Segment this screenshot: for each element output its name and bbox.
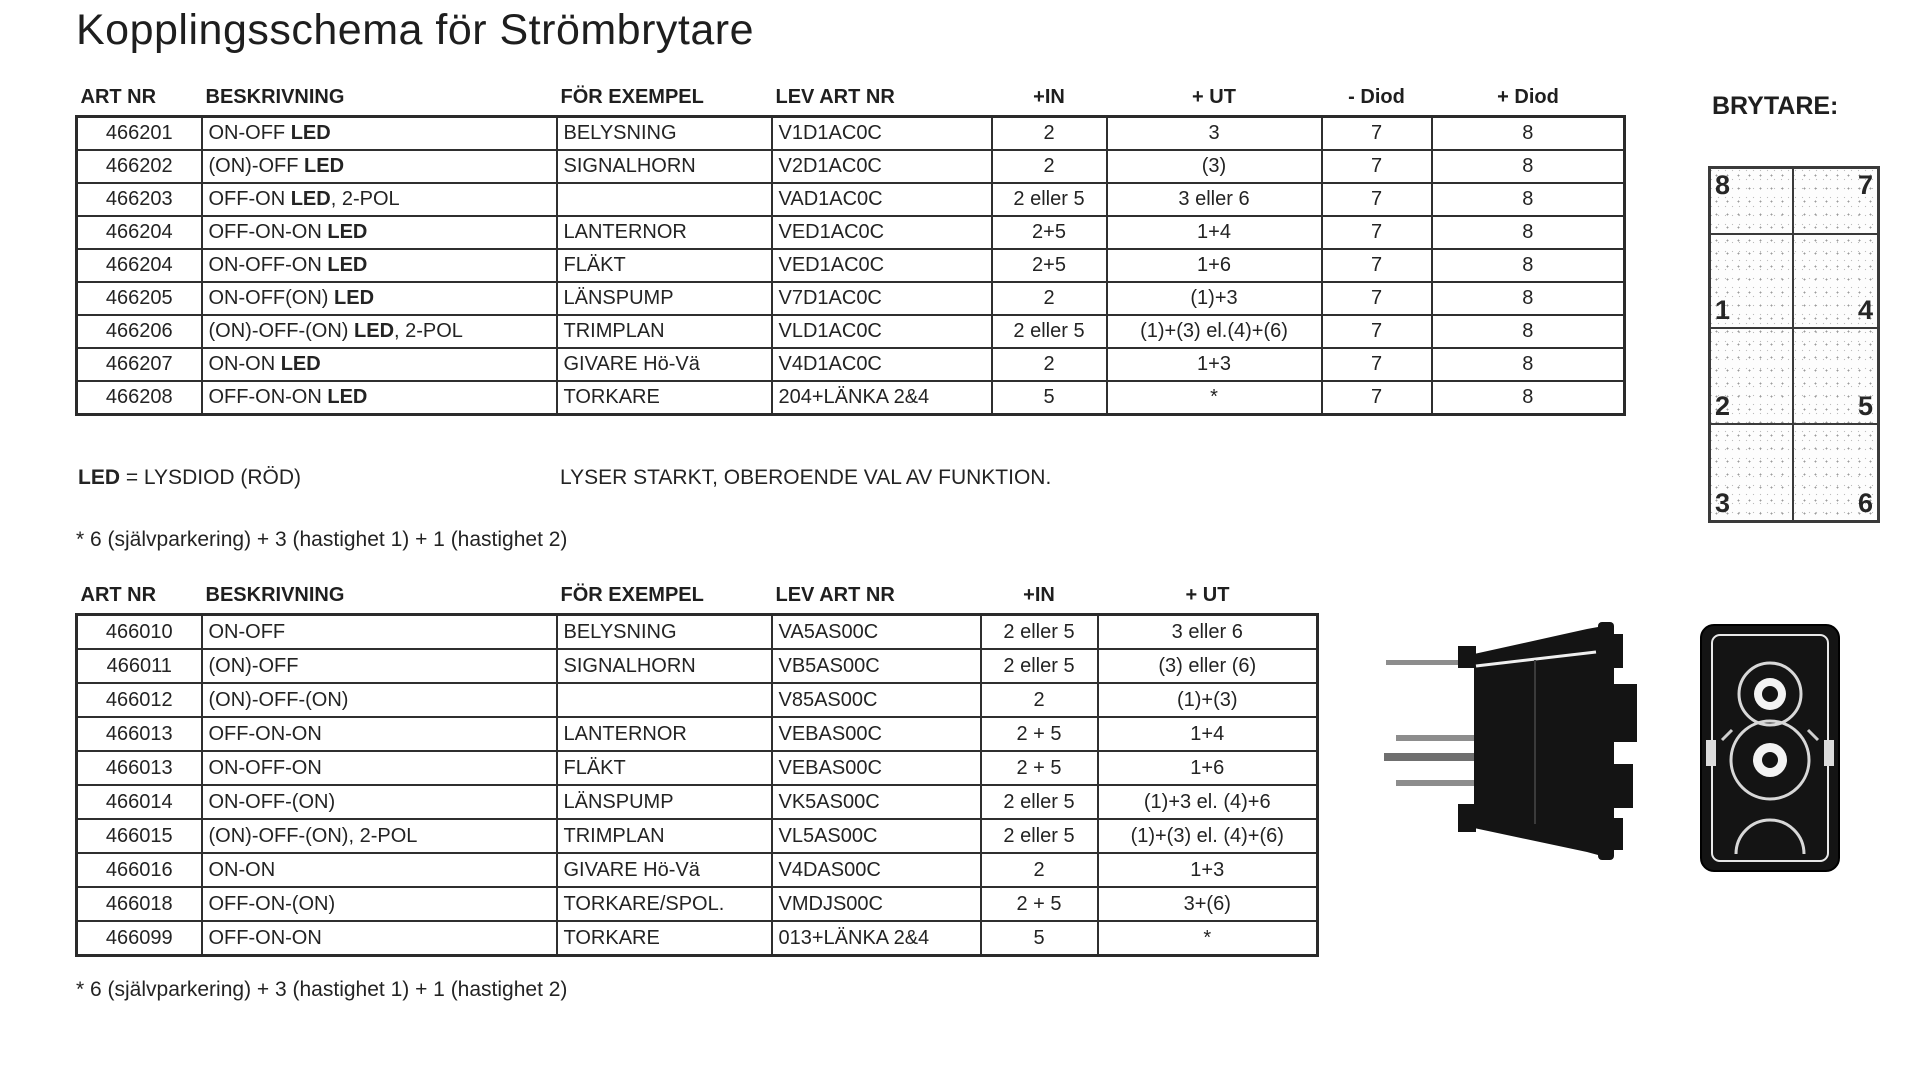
- terminal-number: 2: [1715, 391, 1731, 421]
- switch-side-view-image: [1382, 622, 1682, 862]
- column-header-beskrivning: BESKRIVNING: [205, 86, 345, 108]
- cell-lev-art-nr: VMDJS00C: [772, 887, 981, 921]
- cell-lev-art-nr: VB5AS00C: [772, 649, 981, 683]
- cell-diod-minus: 7: [1322, 348, 1432, 381]
- cell-ut: (3): [1107, 150, 1322, 183]
- cell-art-nr: 466013: [77, 751, 202, 785]
- table-row: [77, 819, 1318, 853]
- cell-diod-plus: 8: [1432, 348, 1625, 381]
- cell-lev-art-nr: VEBAS00C: [772, 717, 981, 751]
- cell-ut: 3 eller 6: [1098, 615, 1318, 650]
- cell-diod-plus: 8: [1432, 183, 1625, 216]
- cell-ut: (3) eller (6): [1098, 649, 1318, 683]
- cell-in: 2 eller 5: [981, 649, 1098, 683]
- cell-beskrivning: OFF-ON-ON LED: [202, 216, 557, 249]
- terminal-number: 7: [1857, 170, 1873, 200]
- column-header-art-nr: ART NR: [80, 584, 157, 606]
- cell-art-nr: 466015: [77, 819, 202, 853]
- cell-beskrivning: ON-OFF: [202, 615, 557, 650]
- cell-in: 2 + 5: [981, 751, 1098, 785]
- led-note: [78, 466, 1478, 490]
- cell-art-nr: 466208: [77, 381, 202, 415]
- cell-for-exempel: GIVARE Hö-Vä: [557, 348, 772, 381]
- cell-in: 2: [992, 117, 1107, 151]
- table-row: [77, 315, 1625, 348]
- column-header-art-nr: ART NR: [80, 86, 157, 108]
- switch-terminal-diagram: [1708, 166, 1880, 523]
- cell-diod-minus: 7: [1322, 315, 1432, 348]
- cell-in: 2 eller 5: [981, 615, 1098, 650]
- cell-in: 2: [992, 150, 1107, 183]
- column-header-lev-art-nr: LEV ART NR: [775, 86, 895, 108]
- cell-lev-art-nr: 204+LÄNKA 2&4: [772, 381, 992, 415]
- cell-diod-minus: 7: [1322, 150, 1432, 183]
- cell-beskrivning: OFF-ON-(ON): [202, 887, 557, 921]
- cell-lev-art-nr: 013+LÄNKA 2&4: [772, 921, 981, 956]
- cell-lev-art-nr: VK5AS00C: [772, 785, 981, 819]
- cell-for-exempel: TRIMPLAN: [557, 819, 772, 853]
- cell-ut: (1)+(3): [1098, 683, 1318, 717]
- cell-in: 2 eller 5: [981, 819, 1098, 853]
- cell-art-nr: 466202: [77, 150, 202, 183]
- terminal-number: 1: [1715, 295, 1731, 325]
- cell-ut: 1+3: [1098, 853, 1318, 887]
- cell-for-exempel: [557, 183, 772, 216]
- cell-beskrivning: (ON)-OFF LED: [202, 150, 557, 183]
- cell-in: 2 eller 5: [981, 785, 1098, 819]
- cell-lev-art-nr: V2D1AC0C: [772, 150, 992, 183]
- cell-beskrivning: ON-ON LED: [202, 348, 557, 381]
- terminal-cell: [1711, 169, 1794, 235]
- cell-ut: 1+3: [1107, 348, 1322, 381]
- cell-diod-minus: 7: [1322, 249, 1432, 282]
- table-row: [77, 785, 1318, 819]
- column-header-in: +IN: [1023, 584, 1055, 606]
- cell-for-exempel: [557, 683, 772, 717]
- cell-ut: (1)+(3) el. (4)+(6): [1098, 819, 1318, 853]
- cell-lev-art-nr: VAD1AC0C: [772, 183, 992, 216]
- cell-ut: 1+4: [1098, 717, 1318, 751]
- column-header-in: +IN: [1033, 86, 1065, 108]
- cell-beskrivning: (ON)-OFF-(ON) LED, 2-POL: [202, 315, 557, 348]
- wiper-footnote-2: * 6 (självparkering) + 3 (hastighet 1) + 1 (hastighet 2): [76, 978, 568, 1001]
- cell-ut: 3: [1107, 117, 1322, 151]
- cell-ut: 1+6: [1098, 751, 1318, 785]
- terminal-number: 4: [1857, 295, 1873, 325]
- cell-art-nr: 466010: [77, 615, 202, 650]
- terminal-cell: [1794, 329, 1877, 425]
- cell-lev-art-nr: V4DAS00C: [772, 853, 981, 887]
- column-header-beskrivning: BESKRIVNING: [205, 584, 345, 606]
- cell-diod-plus: 8: [1432, 282, 1625, 315]
- cell-diod-plus: 8: [1432, 117, 1625, 151]
- table-row: [77, 117, 1625, 151]
- table-row: [77, 717, 1318, 751]
- cell-lev-art-nr: VEBAS00C: [772, 751, 981, 785]
- cell-art-nr: 466204: [77, 249, 202, 282]
- cell-in: 5: [981, 921, 1098, 956]
- cell-beskrivning: (ON)-OFF: [202, 649, 557, 683]
- cell-diod-plus: 8: [1432, 381, 1625, 415]
- table-header-row: [77, 86, 1625, 117]
- cell-lev-art-nr: VL5AS00C: [772, 819, 981, 853]
- cell-beskrivning: OFF-ON LED, 2-POL: [202, 183, 557, 216]
- column-header-ut: + UT: [1185, 584, 1230, 606]
- column-header-diod-plus: + Diod: [1497, 86, 1559, 108]
- table-row: [77, 683, 1318, 717]
- table-row: [77, 921, 1318, 956]
- cell-for-exempel: LÄNSPUMP: [557, 785, 772, 819]
- column-header-lev-art-nr: LEV ART NR: [775, 584, 895, 606]
- cell-lev-art-nr: V7D1AC0C: [772, 282, 992, 315]
- cell-in: 2 + 5: [981, 887, 1098, 921]
- brytare-label: BRYTARE:: [1712, 92, 1839, 120]
- cell-beskrivning: OFF-ON-ON LED: [202, 381, 557, 415]
- cell-for-exempel: GIVARE Hö-Vä: [557, 853, 772, 887]
- cell-in: 2: [992, 348, 1107, 381]
- cell-lev-art-nr: VED1AC0C: [772, 216, 992, 249]
- cell-ut: (1)+3: [1107, 282, 1322, 315]
- table-header-row: [77, 584, 1318, 615]
- table-row: [77, 381, 1625, 415]
- wiring-table-led: [75, 86, 1626, 416]
- cell-for-exempel: SIGNALHORN: [557, 150, 772, 183]
- cell-art-nr: 466012: [77, 683, 202, 717]
- cell-beskrivning: ON-OFF LED: [202, 117, 557, 151]
- cell-in: 2+5: [992, 249, 1107, 282]
- cell-in: 2 eller 5: [992, 315, 1107, 348]
- cell-lev-art-nr: V85AS00C: [772, 683, 981, 717]
- cell-ut: 3 eller 6: [1107, 183, 1322, 216]
- cell-for-exempel: TORKARE: [557, 921, 772, 956]
- cell-ut: *: [1098, 921, 1318, 956]
- page-title: Kopplingsschema för Strömbrytare: [76, 6, 755, 54]
- cell-beskrivning: (ON)-OFF-(ON), 2-POL: [202, 819, 557, 853]
- cell-beskrivning: OFF-ON-ON: [202, 921, 557, 956]
- cell-beskrivning: OFF-ON-ON: [202, 717, 557, 751]
- cell-art-nr: 466206: [77, 315, 202, 348]
- cell-art-nr: 466099: [77, 921, 202, 956]
- cell-diod-minus: 7: [1322, 183, 1432, 216]
- cell-art-nr: 466016: [77, 853, 202, 887]
- cell-lev-art-nr: VED1AC0C: [772, 249, 992, 282]
- table-row: [77, 183, 1625, 216]
- cell-diod-minus: 7: [1322, 282, 1432, 315]
- cell-beskrivning: ON-OFF-ON: [202, 751, 557, 785]
- cell-for-exempel: SIGNALHORN: [557, 649, 772, 683]
- terminal-cell: [1711, 235, 1794, 329]
- cell-for-exempel: TRIMPLAN: [557, 315, 772, 348]
- table-row: [77, 249, 1625, 282]
- terminal-number: 6: [1857, 488, 1873, 518]
- cell-in: 2: [981, 683, 1098, 717]
- switch-front-view-image: [1698, 622, 1842, 874]
- terminal-cell: [1711, 425, 1794, 520]
- cell-for-exempel: LÄNSPUMP: [557, 282, 772, 315]
- terminal-cell: [1794, 169, 1877, 235]
- cell-for-exempel: BELYSNING: [557, 117, 772, 151]
- terminal-number: 8: [1715, 170, 1731, 200]
- cell-beskrivning: ON-ON: [202, 853, 557, 887]
- cell-in: 2 eller 5: [992, 183, 1107, 216]
- cell-lev-art-nr: VA5AS00C: [772, 615, 981, 650]
- wiring-table-standard: [75, 584, 1319, 957]
- column-header-for-exempel: FÖR EXEMPEL: [560, 86, 704, 108]
- cell-lev-art-nr: V1D1AC0C: [772, 117, 992, 151]
- cell-for-exempel: FLÄKT: [557, 249, 772, 282]
- cell-art-nr: 466203: [77, 183, 202, 216]
- terminal-number: 3: [1715, 488, 1731, 518]
- cell-ut: 1+4: [1107, 216, 1322, 249]
- cell-in: 2 + 5: [981, 717, 1098, 751]
- table-row: [77, 649, 1318, 683]
- led-note-right: LYSER STARKT, OBEROENDE VAL AV FUNKTION.: [560, 466, 1052, 489]
- cell-diod-minus: 7: [1322, 216, 1432, 249]
- terminal-cell: [1711, 329, 1794, 425]
- cell-for-exempel: TORKARE: [557, 381, 772, 415]
- table-row: [77, 615, 1318, 650]
- terminal-number: 5: [1857, 391, 1873, 421]
- cell-for-exempel: TORKARE/SPOL.: [557, 887, 772, 921]
- cell-ut: 1+6: [1107, 249, 1322, 282]
- terminal-cell: [1794, 425, 1877, 520]
- cell-in: 5: [992, 381, 1107, 415]
- cell-for-exempel: FLÄKT: [557, 751, 772, 785]
- cell-ut: (1)+3 el. (4)+6: [1098, 785, 1318, 819]
- column-header-diod-minus: - Diod: [1348, 86, 1405, 108]
- cell-ut: 3+(6): [1098, 887, 1318, 921]
- cell-diod-plus: 8: [1432, 216, 1625, 249]
- table-row: [77, 887, 1318, 921]
- cell-lev-art-nr: V4D1AC0C: [772, 348, 992, 381]
- table-row: [77, 348, 1625, 381]
- cell-beskrivning: ON-OFF-ON LED: [202, 249, 557, 282]
- cell-art-nr: 466204: [77, 216, 202, 249]
- cell-for-exempel: BELYSNING: [557, 615, 772, 650]
- cell-for-exempel: LANTERNOR: [557, 717, 772, 751]
- table-row: [77, 853, 1318, 887]
- cell-art-nr: 466205: [77, 282, 202, 315]
- cell-beskrivning: (ON)-OFF-(ON): [202, 683, 557, 717]
- cell-art-nr: 466014: [77, 785, 202, 819]
- cell-for-exempel: LANTERNOR: [557, 216, 772, 249]
- table-row: [77, 216, 1625, 249]
- column-header-ut: + UT: [1192, 86, 1236, 108]
- cell-art-nr: 466207: [77, 348, 202, 381]
- cell-beskrivning: ON-OFF(ON) LED: [202, 282, 557, 315]
- wiper-footnote-1: * 6 (självparkering) + 3 (hastighet 1) + 1 (hastighet 2): [76, 528, 568, 551]
- cell-in: 2+5: [992, 216, 1107, 249]
- cell-diod-minus: 7: [1322, 381, 1432, 415]
- cell-lev-art-nr: VLD1AC0C: [772, 315, 992, 348]
- cell-ut: *: [1107, 381, 1322, 415]
- cell-in: 2: [992, 282, 1107, 315]
- cell-diod-plus: 8: [1432, 150, 1625, 183]
- table-row: [77, 282, 1625, 315]
- led-note-left: LED = LYSDIOD (RÖD): [78, 466, 302, 489]
- cell-diod-plus: 8: [1432, 315, 1625, 348]
- cell-ut: (1)+(3) el.(4)+(6): [1107, 315, 1322, 348]
- cell-beskrivning: ON-OFF-(ON): [202, 785, 557, 819]
- table-row: [77, 150, 1625, 183]
- column-header-for-exempel: FÖR EXEMPEL: [560, 584, 704, 606]
- terminal-cell: [1794, 235, 1877, 329]
- cell-in: 2: [981, 853, 1098, 887]
- cell-diod-minus: 7: [1322, 117, 1432, 151]
- cell-art-nr: 466011: [77, 649, 202, 683]
- cell-art-nr: 466013: [77, 717, 202, 751]
- cell-art-nr: 466018: [77, 887, 202, 921]
- cell-diod-plus: 8: [1432, 249, 1625, 282]
- table-row: [77, 751, 1318, 785]
- cell-art-nr: 466201: [77, 117, 202, 151]
